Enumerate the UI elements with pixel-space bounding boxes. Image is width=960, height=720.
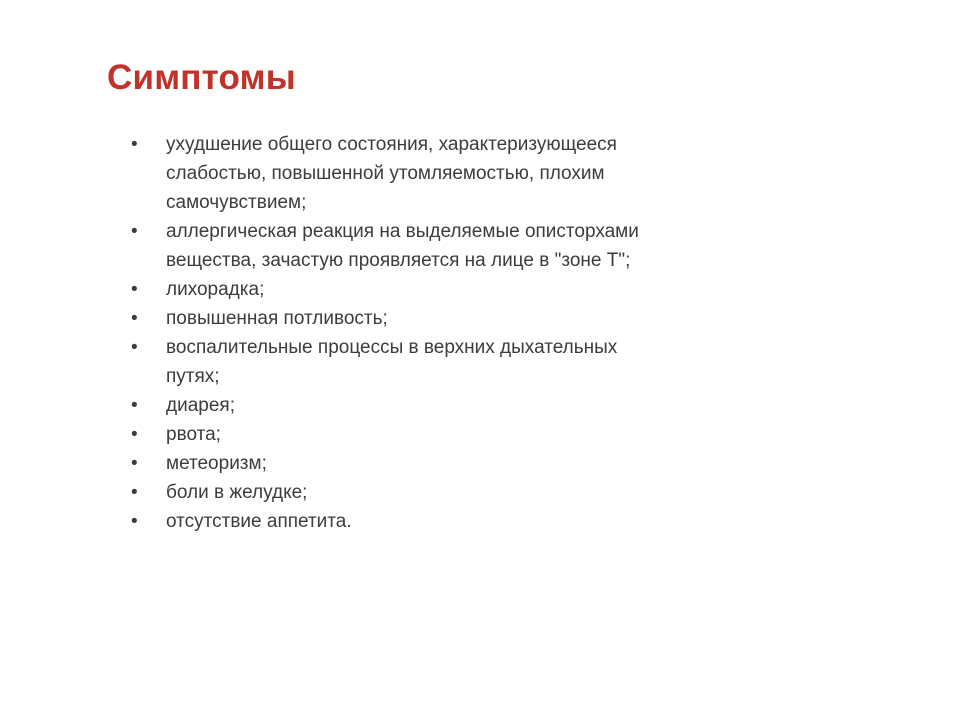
bullet-icon: •	[131, 424, 138, 445]
list-item	[131, 507, 731, 536]
list-item	[131, 391, 731, 420]
bullet-icon: •	[131, 134, 138, 155]
list-item	[131, 275, 731, 304]
bullet-icon: •	[131, 482, 138, 503]
list-item-text: метеоризм;	[166, 453, 267, 474]
bullet-icon: •	[131, 453, 138, 474]
list-item-text: аллергическая реакция на выделяемые описторхами вещества, зачастую проявляется на лице в "зоне Т";	[166, 221, 639, 271]
bullet-icon: •	[131, 279, 138, 300]
list-item	[131, 217, 731, 275]
list-item-text: лихорадка;	[166, 279, 265, 300]
bullet-icon: •	[131, 337, 138, 358]
list-item	[131, 478, 731, 507]
list-item	[131, 333, 731, 391]
list-item-text: рвота;	[166, 424, 221, 445]
bullet-icon: •	[131, 511, 138, 532]
list-item	[131, 130, 731, 217]
list-item-text: боли в желудке;	[166, 482, 308, 503]
list-item-text: отсутствие аппетита.	[166, 511, 352, 532]
list-item-text: ухудшение общего состояния, характеризующееся слабостью, повышенной утомляемостью, плохим самочувствием;	[166, 134, 617, 213]
bullet-icon: •	[131, 221, 138, 242]
bullet-icon: •	[131, 308, 138, 329]
list-item-text: повышенная потливость;	[166, 308, 388, 329]
list-item	[131, 420, 731, 449]
list-item	[131, 304, 731, 333]
list-item	[131, 449, 731, 478]
symptom-list	[131, 130, 731, 536]
list-item-text: диарея;	[166, 395, 235, 416]
bullet-icon: •	[131, 395, 138, 416]
slide-title: Симптомы	[107, 58, 296, 97]
list-item-text: воспалительные процессы в верхних дыхательных путях;	[166, 337, 618, 387]
